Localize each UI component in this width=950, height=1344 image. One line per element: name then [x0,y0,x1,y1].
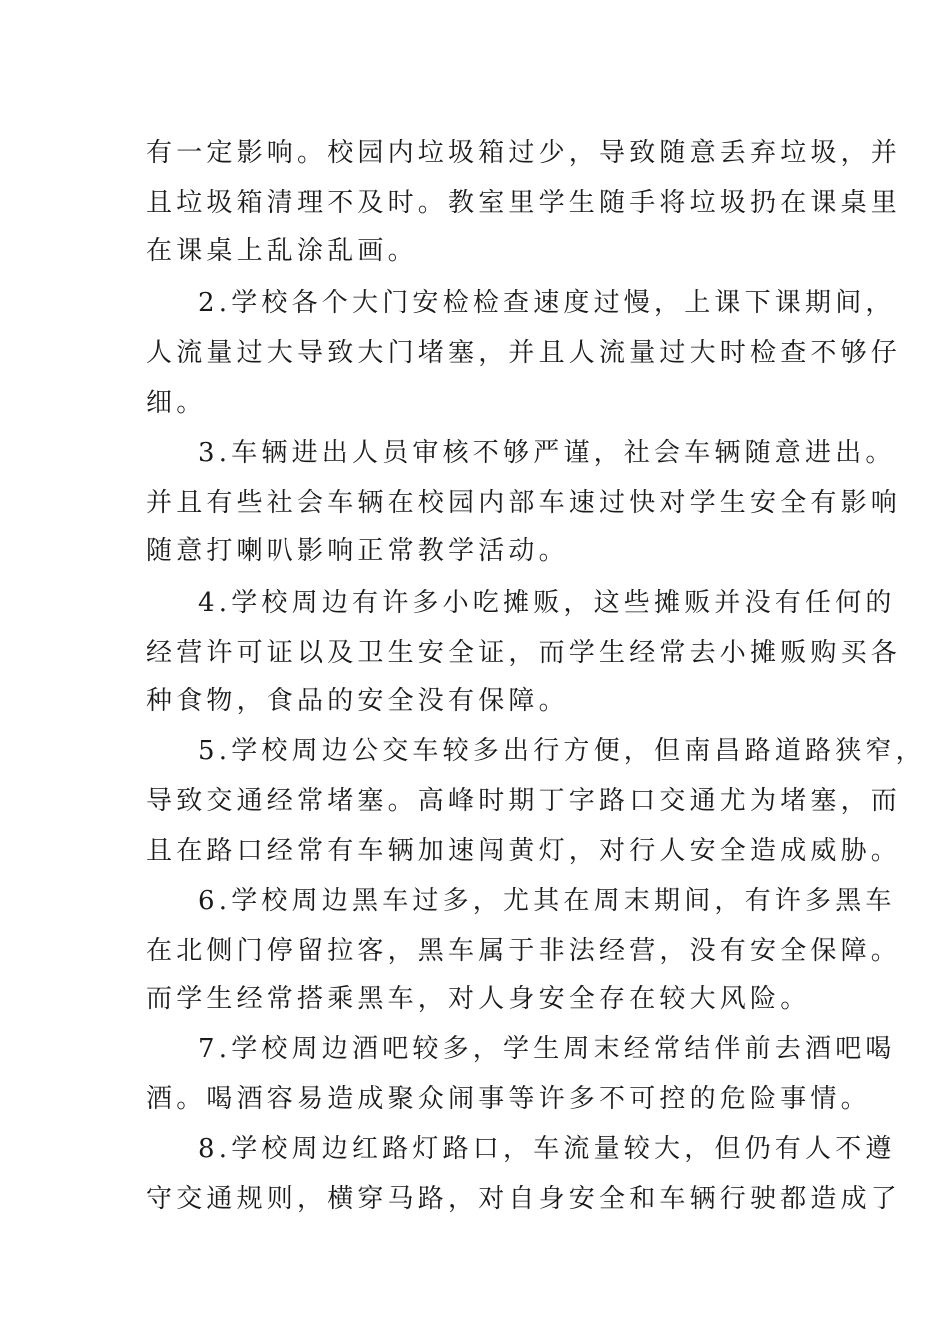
text-line: 且在路口经常有车辆加速闯黄灯，对行人安全造成威胁。 [146,836,902,866]
paragraph-4-start: 4.学校周边有许多小吃摊贩，这些摊贩并没有任何的 [198,588,896,618]
paragraph-7-start: 7.学校周边酒吧较多，学生周末经常结伴前去酒吧喝 [198,1034,896,1064]
paragraph-8-start: 8.学校周边红路灯路口，车流量较大，但仍有人不遵 [198,1134,896,1164]
text-line: 且垃圾箱清理不及时。教室里学生随手将垃圾扔在课桌里 [146,188,902,218]
paragraph-5-start: 5.学校周边公交车较多出行方便，但南昌路道路狭窄， [198,736,926,766]
text-line: 随意打喇叭影响正常教学活动。 [146,536,569,566]
text-line: 人流量过大导致大门堵塞，并且人流量过大时检查不够仔 [146,338,902,368]
text-line: 经营许可证以及卫生安全证，而学生经常去小摊贩购买各 [146,638,902,668]
text-line: 导致交通经常堵塞。高峰时期丁字路口交通尤为堵塞，而 [146,786,902,816]
text-line: 而学生经常搭乘黑车，对人身安全存在较大风险。 [146,984,811,1014]
text-line: 有一定影响。校园内垃圾箱过少，导致随意丢弃垃圾，并 [146,138,902,168]
paragraph-6-start: 6.学校周边黑车过多，尤其在周末期间，有许多黑车 [198,886,896,916]
text-line: 酒。喝酒容易造成聚众闹事等许多不可控的危险事情。 [146,1084,871,1114]
text-line: 种食物，食品的安全没有保障。 [146,686,569,716]
text-line: 守交通规则，横穿马路，对自身安全和车辆行驶都造成了 [146,1184,902,1214]
paragraph-3-start: 3.车辆进出人员审核不够严谨，社会车辆随意进出。 [198,438,896,468]
text-line: 在北侧门停留拉客，黑车属于非法经营，没有安全保障。 [146,936,902,966]
text-line: 在课桌上乱涂乱画。 [146,236,418,266]
text-line: 细。 [146,388,207,418]
text-line: 并且有些社会车辆在校园内部车速过快对学生安全有影响 [146,488,902,518]
paragraph-2-start: 2.学校各个大门安检检查速度过慢，上课下课期间， [198,288,896,318]
